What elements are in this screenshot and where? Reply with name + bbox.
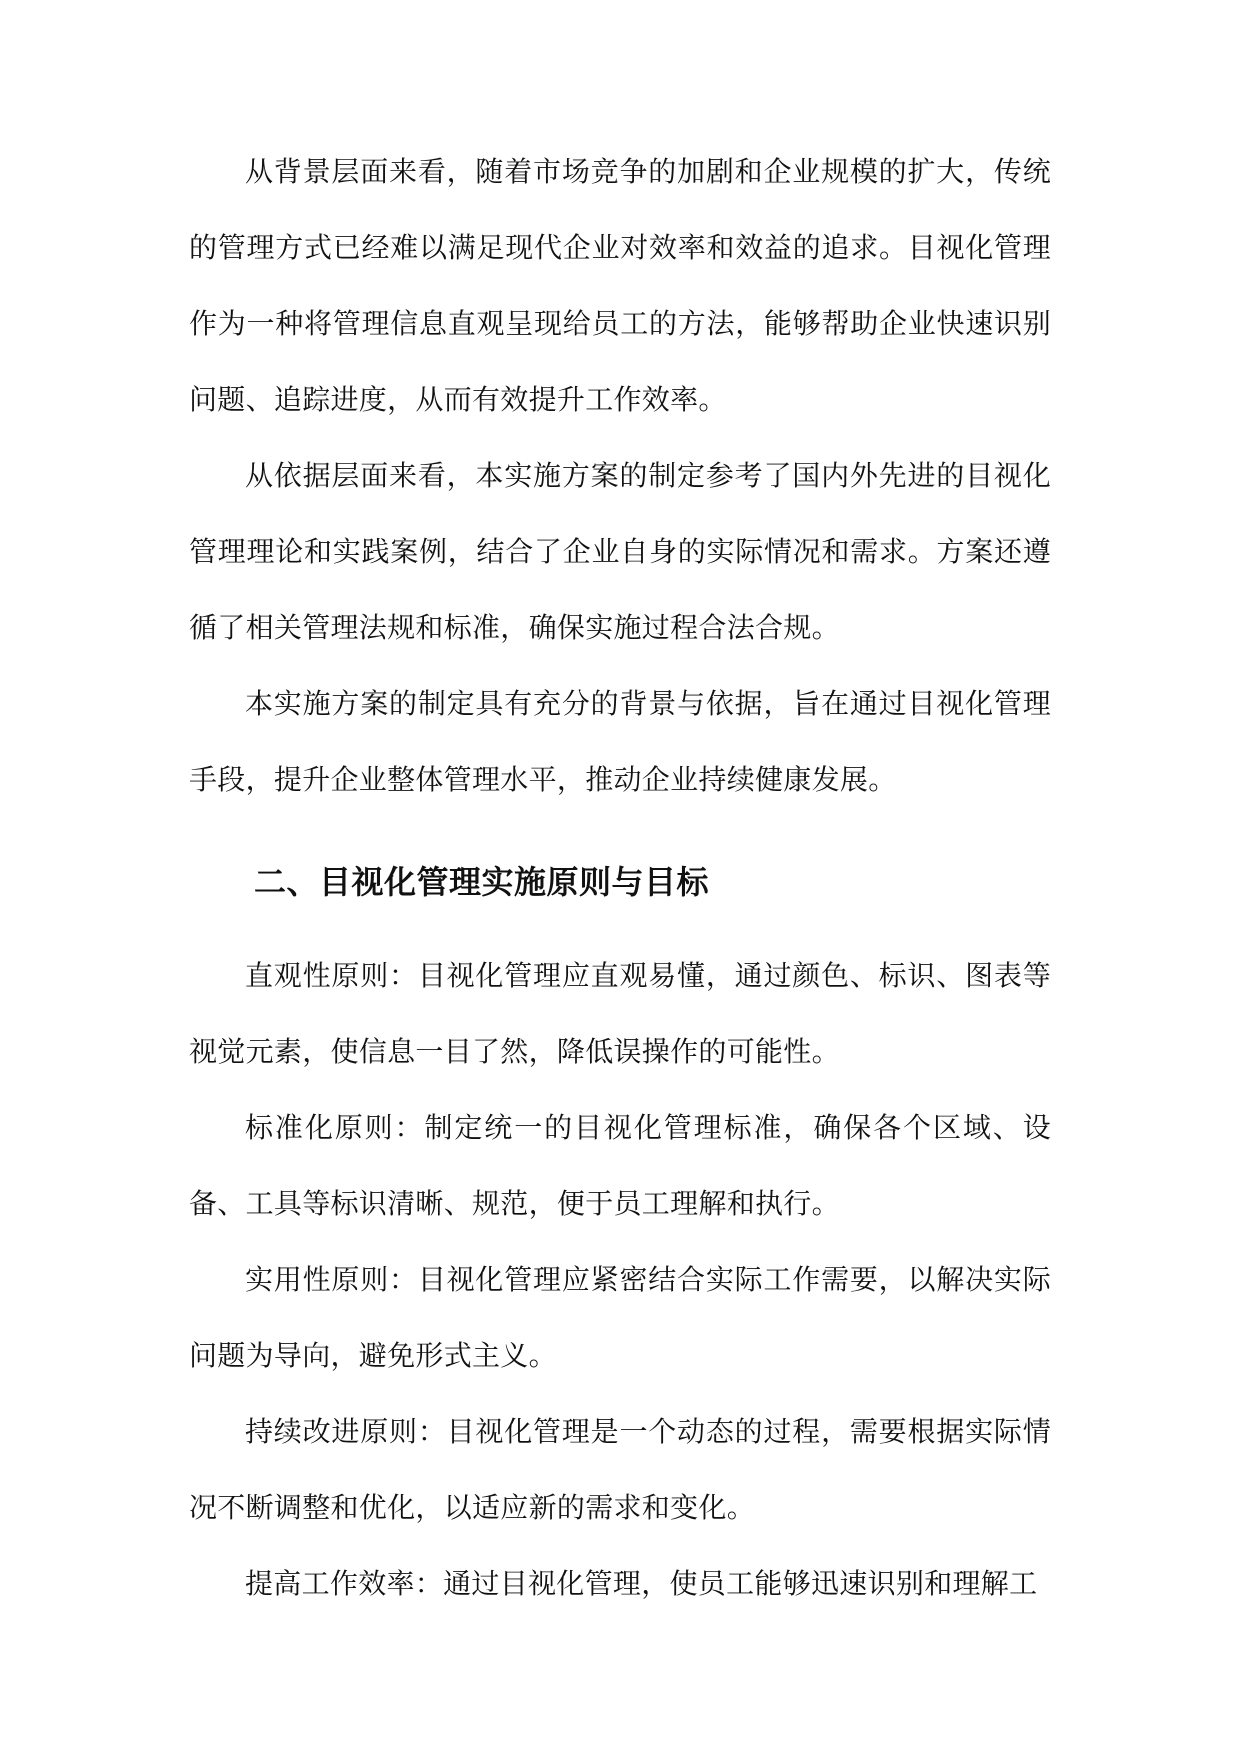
section-heading: 二、目视化管理实施原则与目标 (254, 863, 710, 901)
paragraph-principle-continuous-improvement: 持续改进原则：目视化管理是一个动态的过程，需要根据实际情况不断调整和优化，以适应新的需求和变化。 (189, 1415, 1051, 1524)
paragraph-principle-practicality: 实用性原则：目视化管理应紧密结合实际工作需要，以解决实际问题为导向，避免形式主义。 (189, 1263, 1051, 1372)
paragraph-basis: 从依据层面来看，本实施方案的制定参考了国内外先进的目视化管理理论和实践案例，结合了企业自身的实际情况和需求。方案还遵循了相关管理法规和标准，确保实施过程合法合规。 (189, 459, 1051, 644)
paragraph-background: 从背景层面来看，随着市场竞争的加剧和企业规模的扩大，传统的管理方式已经难以满足现代企业对效率和效益的追求。目视化管理作为一种将管理信息直观呈现给员工的方法，能够帮助企业快速识别问题、追踪进度，从而有效提升工作效率。 (189, 155, 1051, 416)
paragraph-principle-intuitive: 直观性原则：目视化管理应直观易懂，通过颜色、标识、图表等视觉元素，使信息一目了然，降低误操作的可能性。 (189, 959, 1051, 1068)
paragraph-summary: 本实施方案的制定具有充分的背景与依据，旨在通过目视化管理手段，提升企业整体管理水平，推动企业持续健康发展。 (189, 687, 1051, 796)
paragraph-goal-efficiency: 提高工作效率：通过目视化管理，使员工能够迅速识别和理解工 (245, 1567, 1038, 1600)
paragraph-principle-standardization: 标准化原则：制定统一的目视化管理标准，确保各个区域、设备、工具等标识清晰、规范，便于员工理解和执行。 (189, 1111, 1051, 1220)
